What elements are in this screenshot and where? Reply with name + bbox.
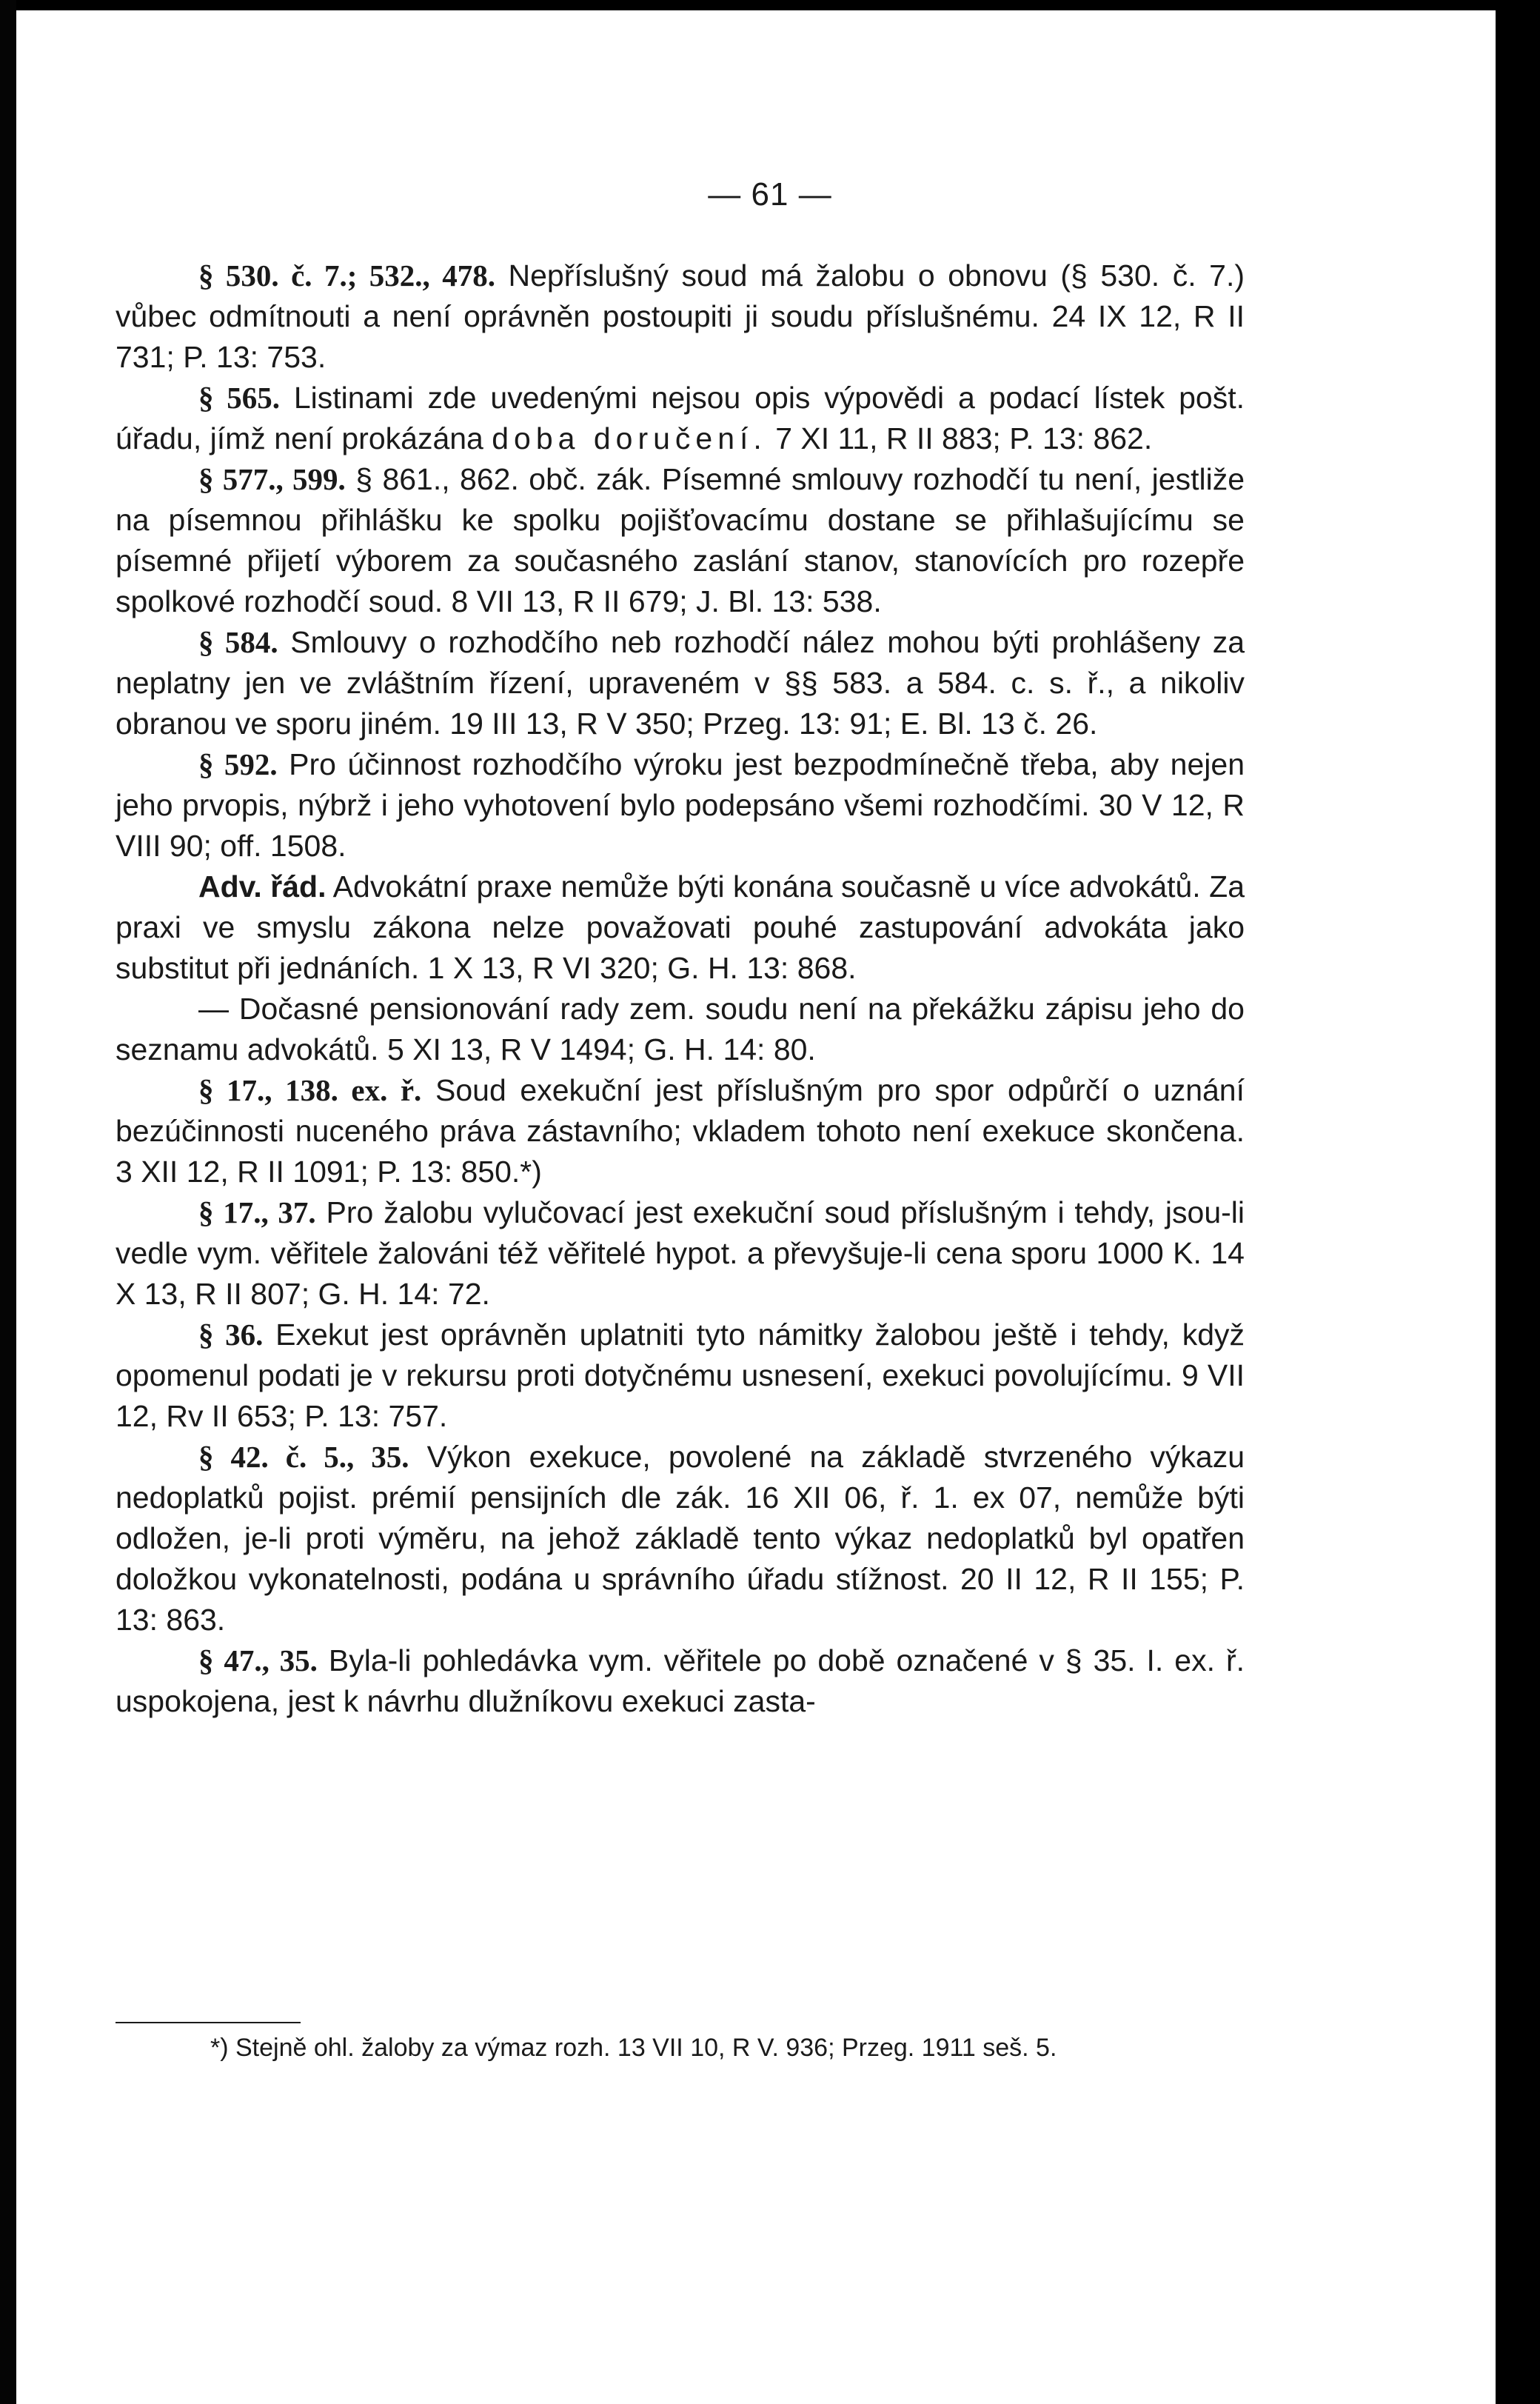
section-ref: § 17., 138. ex. ř. [198, 1073, 422, 1107]
paragraph-text: Pro žalobu vylučovací jest exekuční soud příslušným i tehdy, jsou-li vedle vym. věřitele žalováni též věřitelé hypot. a převyšuje-li cena sporu 1000 K. 14 X 13, R II 807; G. H. 14: 72. [116, 1195, 1245, 1311]
scan-border-right [1496, 0, 1540, 2404]
paragraph-530 [116, 256, 1245, 378]
section-ref: § 17., 37. [198, 1195, 316, 1229]
paragraph-17-37 [116, 1192, 1245, 1315]
paragraph-adv-rad [116, 867, 1245, 989]
paragraph-text: Listinami zde uvedenými nejsou opis výpovědi a podací lístek pošt. úřadu, jímž není prokázána [116, 381, 1245, 455]
spaced-emphasis: doba doručení. [492, 421, 767, 455]
scan-border-top [0, 0, 1540, 10]
paragraph-text: Nepříslušný soud má žalobu o obnovu (§ 530. č. 7.) vůbec odmítnouti a není oprávněn postoupiti ji soudu příslušnému. 24 IX 12, R II 731; P. 13: 753. [116, 258, 1245, 374]
section-ref: § 565. [198, 381, 280, 415]
paragraph-47 [116, 1640, 1245, 1722]
paragraph-text: — Dočasné pensionování rady zem. soudu není na překážku zápisu jeho do seznamu advokátů. 5 XI 13, R V 1494; G. H. 14: 80. [116, 992, 1245, 1066]
paragraph-17-138 [116, 1070, 1245, 1192]
footnote: *) Stejně ohl. žaloby za výmaz rozh. 13 VII 10, R V. 936; Przeg. 1911 seš. 5. [210, 2034, 1057, 2062]
paragraph-text: Byla-li pohledávka vym. věřitele po době označené v § 35. I. ex. ř. uspokojena, jest k návrhu dlužníkovu exekuci zasta- [116, 1643, 1245, 1718]
section-ref: § 584. [198, 625, 278, 659]
paragraph-text: Pro účinnost rozhodčího výroku jest bezpodmínečně třeba, aby nejen jeho prvopis, nýbrž i jeho vyhotovení bylo podepsáno všemi rozhodčími. 30 V 12, R VIII 90; off. 1508. [116, 747, 1245, 863]
paragraph-text: 7 XI 11, R II 883; P. 13: 862. [766, 421, 1153, 455]
main-text [116, 256, 1245, 1722]
section-ref: § 36. [198, 1318, 264, 1352]
paragraph-text: Soud exekuční jest příslušným pro spor odpůrčí o uznání bezúčinnosti nuceného práva zástavního; vkladem tohoto není exekuce skončena. 3 XII 12, R II 1091; P. 13: 850.*) [116, 1073, 1245, 1189]
paragraph-dash-pension [116, 989, 1245, 1070]
section-ref: § 592. [198, 747, 278, 781]
paragraph-text: Výkon exekuce, povolené na základě stvrzeného výkazu nedoplatků pojist. prémií pensijních dle zák. 16 XII 06, ř. 1. ex 07, nemůže býti odložen, je-li proti výměru, na jehož základě tento výkaz nedoplatků byl opatřen doložkou vykonatelnosti, podána u správního úřadu stížnost. 20 II 12, R II 155; P. 13: 863. [116, 1440, 1245, 1637]
section-ref: § 42. č. 5., 35. [198, 1440, 409, 1474]
paragraph-text: Exekut jest oprávněn uplatniti tyto námitky žalobou ještě i tehdy, když opomenul podati je v rekursu proti dotyčnému usnesení, exekuci povolujícímu. 9 VII 12, Rv II 653; P. 13: 757. [116, 1318, 1245, 1433]
paragraph-42 [116, 1437, 1245, 1640]
paragraph-592 [116, 744, 1245, 867]
paragraph-584 [116, 622, 1245, 744]
section-ref: § 577., 599. [198, 462, 346, 496]
scan-border-left [0, 0, 16, 2404]
section-ref: § 47., 35. [198, 1643, 318, 1677]
footnote-divider [116, 2022, 301, 2023]
paragraph-text: Advokátní praxe nemůže býti konána současně u více advokátů. Za praxi ve smyslu zákona nelze považovati pouhé zastupování advokáta jako substitut při jednáních. 1 X 13, R VI 320; G. H. 13: 868. [116, 869, 1245, 985]
paragraph-36 [116, 1315, 1245, 1437]
page-number: — 61 — [708, 176, 832, 213]
paragraph-577 [116, 459, 1245, 622]
section-ref: Adv. řád. [198, 869, 327, 904]
paragraph-565 [116, 378, 1245, 459]
paragraph-text: § 861., 862. obč. zák. Písemné smlouvy rozhodčí tu není, jestliže na písemnou přihlášku ke spolku pojišťovacímu dostane se přihlašujícímu se písemné přijetí výborem za současného zaslání stanov, stanovících pro rozepře spolkové rozhodčí soud. 8 VII 13, R II 679; J. Bl. 13: 538. [116, 462, 1245, 618]
section-ref: § 530. č. 7.; 532., 478. [198, 258, 495, 293]
paragraph-text: Smlouvy o rozhodčího neb rozhodčí nález mohou býti prohlášeny za neplatny jen ve zvláštním řízení, upraveném v §§ 583. a 584. c. s. ř., a nikoliv obranou ve sporu jiném. 19 III 13, R V 350; Przeg. 13: 91; E. Bl. 13 č. 26. [116, 625, 1245, 741]
